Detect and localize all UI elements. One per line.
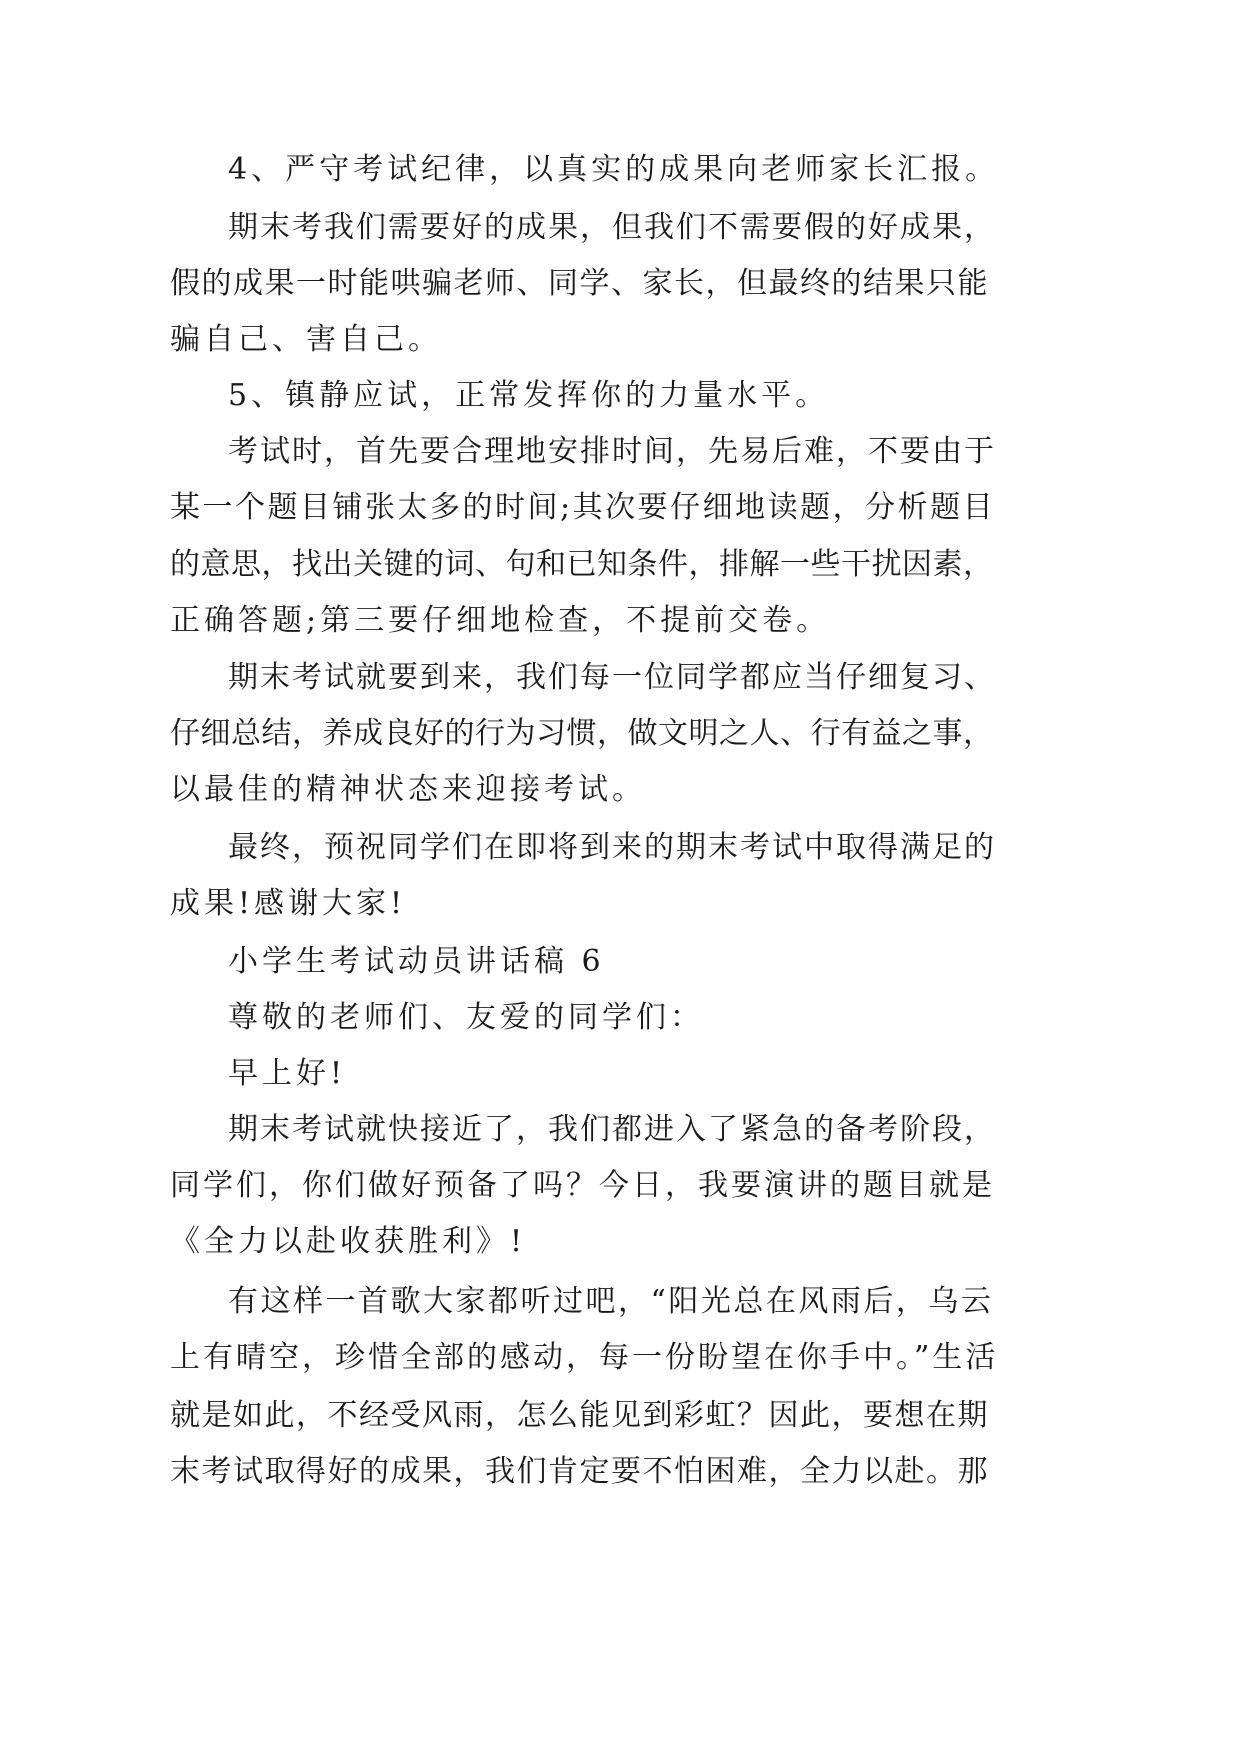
paragraph-5-line-2: 仔细总结，养成良好的行为习惯，做文明之人、行有益之事， [170,716,994,751]
paragraph-9-line-1: 早上好! [228,1056,347,1091]
paragraph-5-line-3: 以最佳的精神状态来迎接考试。 [170,772,646,807]
paragraph-1-line-1: 4、严守考试纪律，以真实的成果向老师家长汇报。 [228,152,1000,187]
paragraph-2-line-2: 假的成果一时能哄骗老师、同学、家长，但最终的结果只能 [170,266,989,301]
paragraph-6-line-2: 成果!感谢大家! [170,886,407,921]
paragraph-4-line-2: 某一个题目铺张太多的时间;其次要仔细地读题，分析题目 [170,490,996,525]
paragraph-3-line-1: 5、镇静应试，正常发挥你的力量水平。 [228,378,830,413]
paragraph-11-line-3: 就是如此，不经受风雨，怎么能见到彩虹？因此，要想在期 [170,1398,989,1433]
paragraph-8-line-1: 尊敬的老师们、友爱的同学们： [228,1000,704,1035]
paragraph-11-line-4: 末考试取得好的成果，我们肯定要不怕困难，全力以赴。那 [170,1454,989,1489]
paragraph-10-line-2: 同学们，你们做好预备了吗？今日，我要演讲的题目就是 [170,1168,995,1203]
paragraph-2-line-1: 期末考我们需要好的成果，但我们不需要假的好成果， [228,210,996,245]
paragraph-2-line-3: 骗自己、害自己。 [170,322,442,357]
paragraph-4-line-3: 的意思，找出关键的词、句和已知条件，排解一些干扰因素， [170,547,994,582]
paragraph-11-line-2: 上有晴空，珍惜全部的感动，每一份盼望在你手中。”生活 [170,1340,999,1375]
paragraph-11-line-1: 有这样一首歌大家都听过吧，“阳光总在风雨后，乌云 [228,1284,994,1319]
paragraph-5-line-1: 期末考试就要到来，我们每一位同学都应当仔细复习、 [228,660,996,695]
paragraph-10-line-3: 《全力以赴收获胜利》! [170,1224,527,1259]
paragraph-10-line-1: 期末考试就快接近了，我们都进入了紧急的备考阶段， [228,1112,996,1147]
paragraph-7-line-1: 小学生考试动员讲话稿 6 [228,944,605,979]
paragraph-6-line-1: 最终，预祝同学们在即将到来的期末考试中取得满足的 [228,830,996,865]
paragraph-4-line-4: 正确答题;第三要仔细地检查，不提前交卷。 [170,603,831,638]
paragraph-4-line-1: 考试时，首先要合理地安排时间，先易后难，不要由于 [228,434,996,469]
